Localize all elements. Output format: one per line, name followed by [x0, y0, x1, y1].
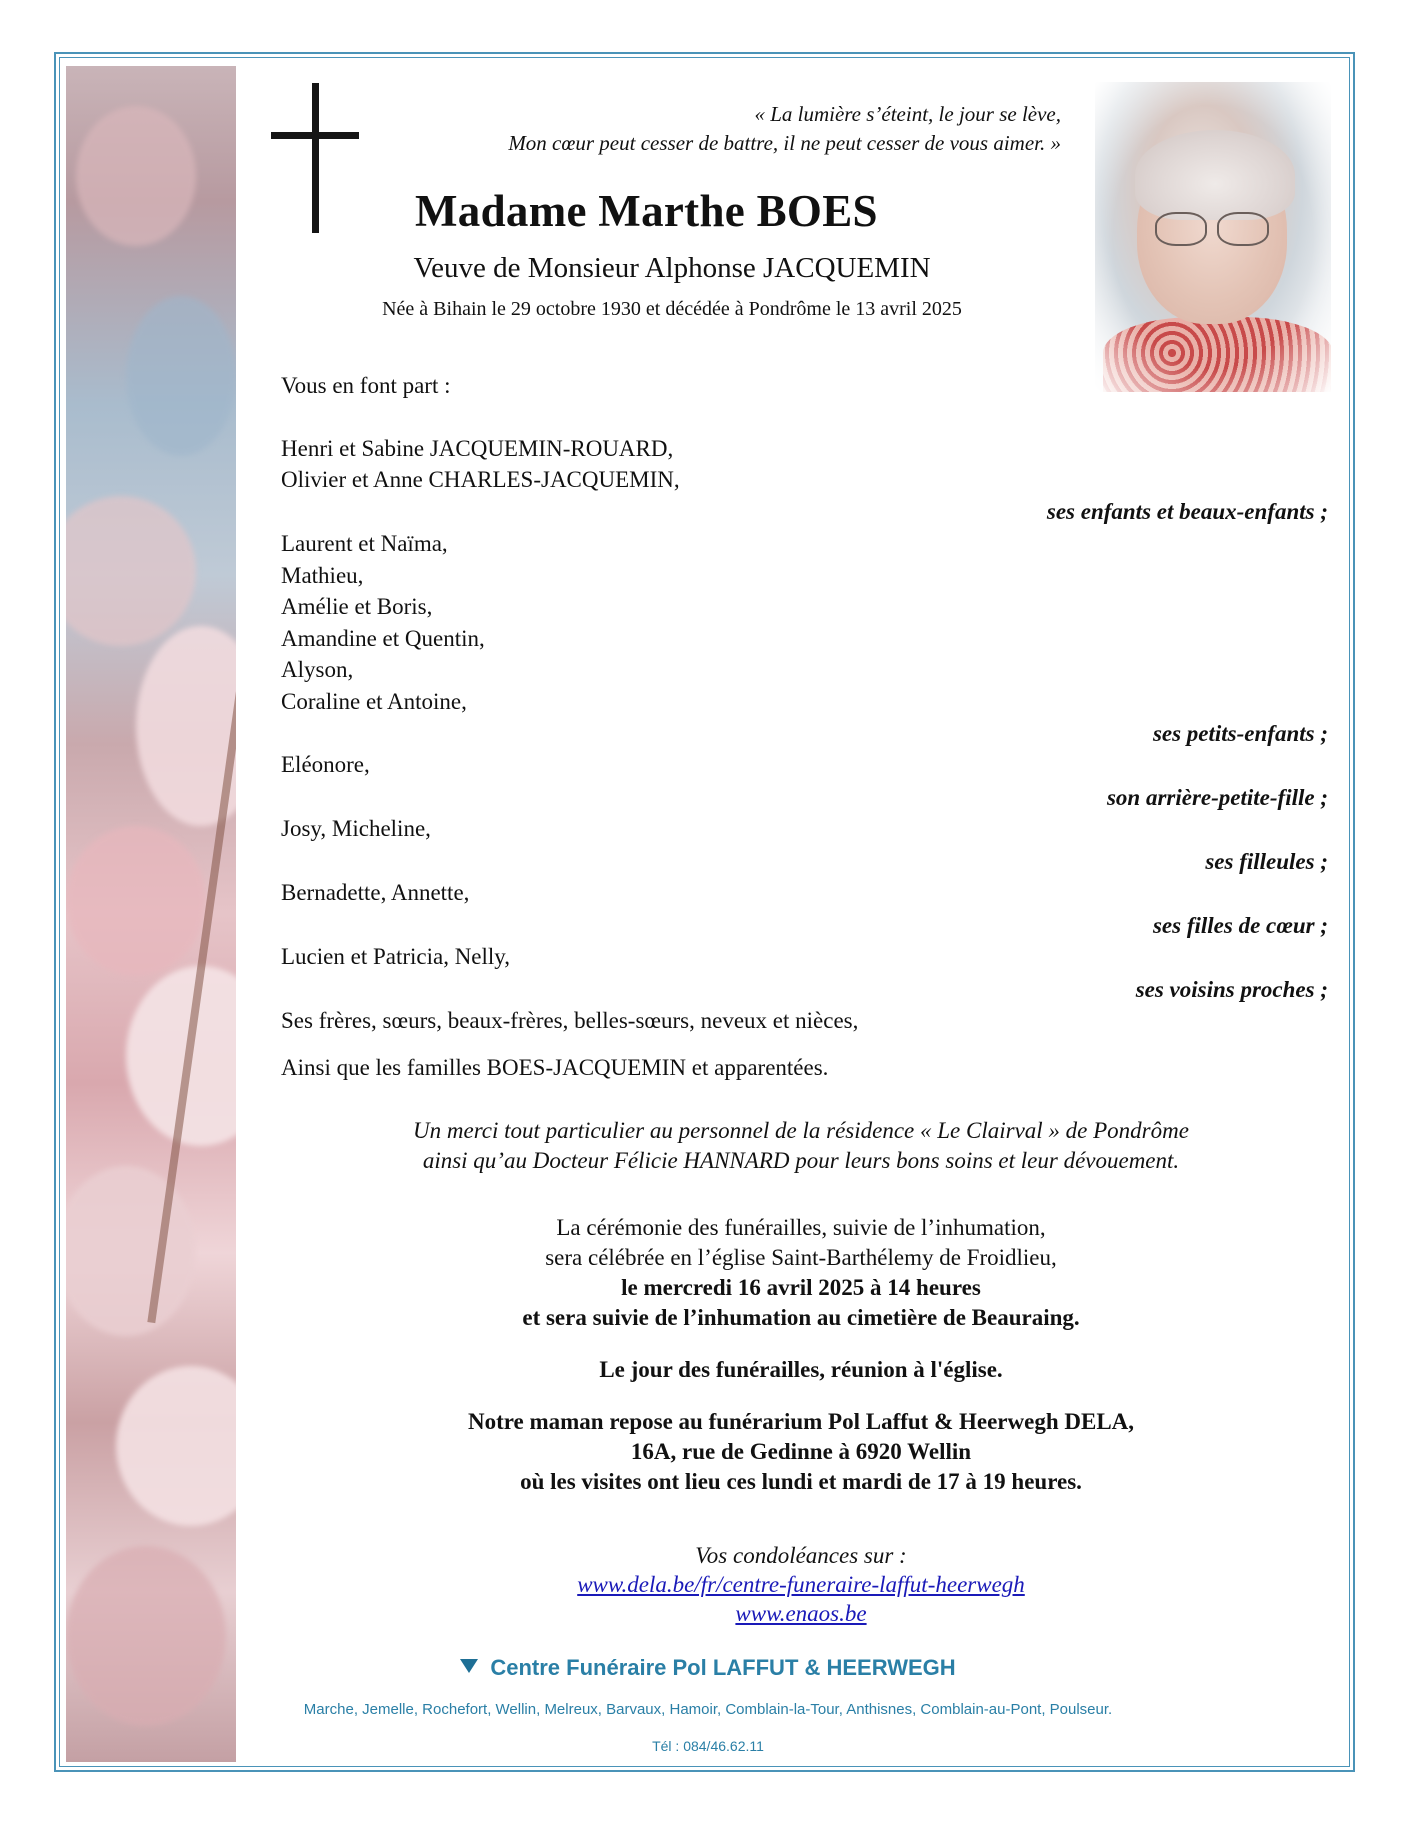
relation-label: ses petits-enfants ;	[1152, 721, 1328, 746]
meeting-info: Le jour des funérailles, réunion à l'église.	[599, 1357, 1003, 1382]
deceased-name: Madame Marthe BOES	[415, 186, 878, 236]
funeral-home-phone: Tél : 084/46.62.11	[652, 1738, 764, 1754]
ceremony-line: sera célébrée en l’église Saint-Barthélemy de Froidlieu,	[545, 1245, 1057, 1270]
condolences-link-enaos[interactable]: www.enaos.be	[735, 1601, 867, 1626]
relation-label: ses voisins proches ;	[1135, 977, 1328, 1002]
family-line: Amélie et Boris,	[281, 594, 433, 619]
cross-icon	[312, 83, 319, 233]
cross-icon-bar	[271, 132, 359, 139]
relation-label: ses filleules ;	[1205, 849, 1328, 874]
family-line: Ses frères, sœurs, beaux-frères, belles-sœurs, neveux et nièces,	[281, 1008, 859, 1033]
family-line: Coraline et Antoine,	[281, 689, 467, 714]
funeral-home-locations: Marche, Jemelle, Rochefort, Wellin, Melreux, Barvaux, Hamoir, Comblain-la-Tour, Anthisnes, Comblain-au-Pont, Poulseur.	[303, 1701, 1113, 1718]
condolences-link-dela[interactable]: www.dela.be/fr/centre-funeraire-laffut-heerwegh	[577, 1572, 1025, 1597]
family-line: Henri et Sabine JACQUEMIN-ROUARD,	[281, 436, 674, 461]
quote-line-2: Mon cœur peut cesser de battre, il ne peut cesser de vous aimer. »	[508, 131, 1061, 155]
family-line: Ainsi que les familles BOES-JACQUEMIN et apparentées.	[281, 1055, 829, 1080]
family-line: Eléonore,	[281, 752, 370, 777]
family-line: Olivier et Anne CHARLES-JACQUEMIN,	[281, 467, 680, 492]
family-line: Mathieu,	[281, 563, 364, 588]
rest-info: Notre maman repose au funérarium Pol Laffut & Heerwegh DELA,	[467, 1409, 1135, 1434]
ceremony-line: et sera suivie de l’inhumation au cimetière de Beauraing.	[522, 1305, 1080, 1330]
family-line: Josy, Micheline,	[281, 816, 431, 841]
announce-text: Vous en font part :	[281, 373, 451, 398]
portrait-photo	[1095, 82, 1331, 392]
family-line: Alyson,	[281, 657, 354, 682]
ceremony-date: le mercredi 16 avril 2025 à 14 heures	[621, 1275, 981, 1300]
triangle-down-icon	[460, 1659, 478, 1673]
family-line: Laurent et Naïma,	[281, 531, 448, 556]
relation-label: ses filles de cœur ;	[1152, 913, 1328, 938]
rest-info: où les visites ont lieu ces lundi et mardi de 17 à 19 heures.	[520, 1469, 1082, 1494]
thanks-line-1: Un merci tout particulier au personnel de la résidence « Le Clairval » de Pondrôme	[413, 1118, 1189, 1143]
relation-label: ses enfants et beaux-enfants ;	[1046, 499, 1328, 524]
birth-death-dates: Née à Bihain le 29 octobre 1930 et décédée à Pondrôme le 13 avril 2025	[382, 298, 962, 320]
relation-label: son arrière-petite-fille ;	[1106, 785, 1328, 810]
condolences-label: Vos condoléances sur :	[695, 1543, 907, 1568]
funeral-home-title: Centre Funéraire Pol LAFFUT & HEERWEGH	[0, 1655, 1416, 1681]
ceremony-line: La cérémonie des funérailles, suivie de l’inhumation,	[556, 1215, 1046, 1240]
quote-line-1: « La lumière s’éteint, le jour se lève,	[754, 102, 1061, 126]
thanks-line-2: ainsi qu’au Docteur Félicie HANNARD pour leurs bons soins et leur dévouement.	[422, 1148, 1180, 1173]
family-line: Amandine et Quentin,	[281, 626, 485, 651]
rest-info: 16A, rue de Gedinne à 6920 Wellin	[630, 1439, 972, 1464]
family-line: Bernadette, Annette,	[281, 880, 470, 905]
family-line: Lucien et Patricia, Nelly,	[281, 944, 511, 969]
widow-of: Veuve de Monsieur Alphonse JACQUEMIN	[413, 252, 931, 284]
